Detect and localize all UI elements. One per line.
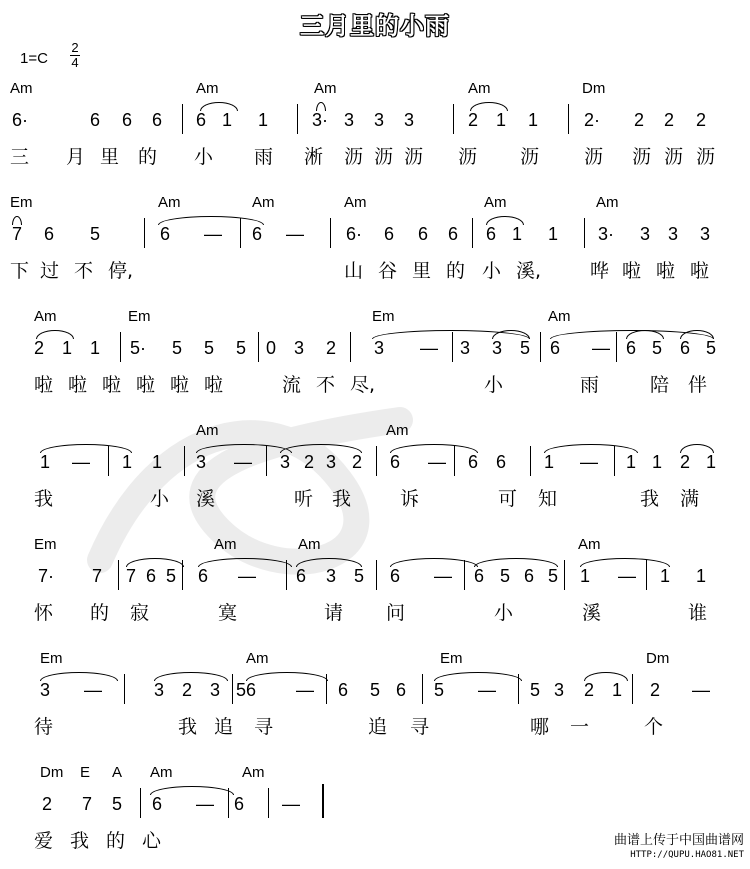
note: 6: [390, 566, 401, 586]
note: —: [580, 452, 598, 472]
lyric-char: 小: [484, 374, 504, 396]
lyric-char: 知: [538, 488, 558, 510]
note: 3: [554, 680, 565, 700]
chord-symbol: Am: [578, 536, 601, 553]
note: —: [592, 338, 610, 358]
lyric-char: 啦: [68, 374, 88, 396]
lyric-char: 我: [34, 488, 54, 510]
note: 2: [326, 338, 337, 358]
note: 6: [448, 224, 459, 244]
footer: [614, 833, 744, 863]
note: 5: [236, 680, 247, 700]
slur-arc: [158, 216, 264, 225]
note: 7: [126, 566, 137, 586]
lyric-char: 沥: [344, 146, 364, 168]
chord-symbol: Dm: [646, 650, 670, 667]
chord-symbol: Am: [344, 194, 367, 211]
lyric-char: 不: [74, 260, 94, 282]
note: 6: [296, 566, 307, 586]
note: 5: [166, 566, 177, 586]
note: 2: [634, 110, 645, 130]
note: 1: [652, 452, 663, 472]
barline: [118, 560, 119, 590]
note: 6: [680, 338, 691, 358]
note: 6: [234, 794, 245, 814]
slur-arc: [296, 558, 362, 567]
note: 6: [252, 224, 263, 244]
lyric-char: 沥: [664, 146, 684, 168]
note: 6: [396, 680, 407, 700]
note: —: [692, 680, 710, 700]
time-signature-top: 2: [71, 40, 79, 55]
note: —: [286, 224, 304, 244]
note: 6: [384, 224, 395, 244]
note: 5: [652, 338, 663, 358]
lyric-char: 伴: [688, 374, 708, 396]
note: 2: [650, 680, 661, 700]
barline: [140, 788, 141, 818]
note: 2: [584, 680, 595, 700]
lyric-char: 诉: [400, 488, 420, 510]
note: 7: [92, 566, 103, 586]
note: 3: [210, 680, 221, 700]
lyric-char: 沥: [632, 146, 652, 168]
lyric-char: 淅: [304, 146, 324, 168]
note: —: [296, 680, 314, 700]
note: 3: [40, 680, 51, 700]
note: 5: [112, 794, 123, 814]
barline: [297, 104, 298, 134]
chord-symbol: Am: [548, 308, 571, 325]
lyric-char: 的: [138, 146, 158, 168]
slur-arc: [474, 558, 558, 567]
lyric-char: 怀: [34, 602, 54, 624]
chord-symbol: Em: [40, 650, 63, 667]
note: 6: [246, 680, 257, 700]
slur-arc: [40, 672, 118, 681]
barline: [376, 446, 377, 476]
slur-arc: [492, 330, 530, 339]
lyric-char: 陪: [650, 374, 670, 396]
chord-symbol: Am: [214, 536, 237, 553]
lyric-char: 沥: [374, 146, 394, 168]
slur-arc: [544, 444, 638, 453]
note: 5: [90, 224, 101, 244]
slur-arc: [434, 672, 522, 681]
slur-arc: [390, 444, 478, 453]
note: —: [238, 566, 256, 586]
lyric-char: 爱: [34, 830, 54, 852]
lyric-char: 我: [178, 716, 198, 738]
note: 6: [196, 110, 207, 130]
note: 5: [706, 338, 717, 358]
note: 3·: [312, 110, 329, 130]
lyric-char: 里: [100, 146, 120, 168]
lyric-char: 啦: [690, 260, 710, 282]
lyric-char: 下: [10, 260, 30, 282]
barline: [124, 674, 125, 704]
slur-arc: [246, 672, 328, 681]
note: —: [84, 680, 102, 700]
barline: [120, 332, 121, 362]
slur-arc: [680, 330, 714, 339]
lyric-char: 不: [316, 374, 336, 396]
note: 2: [680, 452, 691, 472]
lyric-char: 尽,: [350, 374, 376, 396]
note: 5: [530, 680, 541, 700]
note: 3: [404, 110, 415, 130]
slur-arc: [198, 558, 292, 567]
lyric-char: 寻: [410, 716, 430, 738]
footer-site-name: 曲谱上传于中国曲谱网: [613, 833, 744, 848]
lyric-char: 我: [332, 488, 352, 510]
lyric-char: 啦: [170, 374, 190, 396]
note: 5: [204, 338, 215, 358]
barline: [568, 104, 569, 134]
note: 6: [122, 110, 133, 130]
note: —: [204, 224, 222, 244]
note: 6·: [346, 224, 363, 244]
note: 1: [626, 452, 637, 472]
note: 5: [434, 680, 445, 700]
barline: [540, 332, 541, 362]
lyric-char: 小: [482, 260, 502, 282]
lyric-char: 停,: [108, 260, 134, 282]
lyric-char: 谁: [688, 602, 708, 624]
note: 2: [664, 110, 675, 130]
note: —: [434, 566, 452, 586]
chord-symbol: Am: [10, 80, 33, 97]
note: 1: [660, 566, 671, 586]
note: 3: [294, 338, 305, 358]
barline: [184, 446, 185, 476]
chord-symbol: Am: [242, 764, 265, 781]
lyric-char: 沥: [404, 146, 424, 168]
note: 3: [640, 224, 651, 244]
barline: [144, 218, 145, 248]
lyric-char: 小: [494, 602, 514, 624]
note: 7·: [38, 566, 55, 586]
chord-symbol: Am: [34, 308, 57, 325]
lyric-char: 哪: [530, 716, 550, 738]
lyric-char: 可: [498, 488, 518, 510]
lyric-char: 我: [640, 488, 660, 510]
note: 6·: [12, 110, 29, 130]
chord-symbol: Am: [596, 194, 619, 211]
lyric-char: 寻: [254, 716, 274, 738]
chord-symbol: Dm: [40, 764, 64, 781]
barline: [530, 446, 531, 476]
chord-symbol: Em: [440, 650, 463, 667]
note: 1: [222, 110, 233, 130]
lyric-char: 啦: [204, 374, 224, 396]
lyric-char: 月: [66, 146, 86, 168]
note: 3·: [598, 224, 615, 244]
lyric-char: 三: [10, 146, 30, 168]
lyric-char: 啦: [136, 374, 156, 396]
lyric-char: 听: [294, 488, 314, 510]
chord-symbol: Am: [298, 536, 321, 553]
note: 6: [338, 680, 349, 700]
note: 7: [12, 224, 23, 244]
slur-arc: [584, 672, 628, 681]
note: 1: [706, 452, 717, 472]
chord-symbol: Am: [468, 80, 491, 97]
slur-arc: [200, 102, 238, 111]
note: 2: [42, 794, 53, 814]
lyric-char: 我: [70, 830, 90, 852]
barline: [376, 560, 377, 590]
note: —: [234, 452, 252, 472]
final-barline: [322, 784, 324, 818]
note: 5: [236, 338, 247, 358]
note: 1: [90, 338, 101, 358]
lyric-char: 沥: [458, 146, 478, 168]
note: 1: [580, 566, 591, 586]
chord-symbol: Am: [150, 764, 173, 781]
note: 6: [474, 566, 485, 586]
note: —: [478, 680, 496, 700]
lyric-char: 的: [90, 602, 110, 624]
chord-symbol: Em: [10, 194, 33, 211]
note: 6: [468, 452, 479, 472]
note: 6: [524, 566, 535, 586]
note: 6: [496, 452, 507, 472]
time-signature: [70, 42, 80, 69]
time-signature-bottom: 4: [71, 55, 79, 70]
note: 5: [500, 566, 511, 586]
note: 2: [352, 452, 363, 472]
lyric-char: 的: [106, 830, 126, 852]
note: 1: [696, 566, 707, 586]
note: 3: [700, 224, 711, 244]
song-title: 三月里的小雨: [300, 12, 450, 40]
note: 6: [198, 566, 209, 586]
note: 5: [172, 338, 183, 358]
note: 2: [34, 338, 45, 358]
footer-url: HTTP://QUPU.HAO81.NET: [630, 850, 744, 860]
chord-symbol: E: [80, 764, 91, 781]
barline: [232, 674, 233, 704]
lyric-char: 个: [644, 716, 664, 738]
barline: [268, 788, 269, 818]
lyric-char: 小: [194, 146, 214, 168]
barline: [564, 560, 565, 590]
note: 3: [326, 566, 337, 586]
note: 3: [460, 338, 471, 358]
lyric-char: 寂: [130, 602, 150, 624]
chord-symbol: Am: [246, 650, 269, 667]
note: 3: [492, 338, 503, 358]
note: 5·: [130, 338, 147, 358]
chord-symbol: Am: [196, 80, 219, 97]
lyric-char: 啦: [622, 260, 642, 282]
barline: [472, 218, 473, 248]
barline: [584, 218, 585, 248]
note: —: [618, 566, 636, 586]
note: 1: [528, 110, 539, 130]
lyric-char: 待: [34, 716, 54, 738]
note: 0: [266, 338, 277, 358]
barline: [422, 674, 423, 704]
note: 3: [154, 680, 165, 700]
lyric-char: 雨: [254, 146, 274, 168]
lyric-char: 谷: [378, 260, 398, 282]
chord-symbol: Em: [372, 308, 395, 325]
note: 6: [44, 224, 55, 244]
note: 3: [280, 452, 291, 472]
chord-symbol: Em: [128, 308, 151, 325]
note: 2: [468, 110, 479, 130]
lyric-char: 沥: [696, 146, 716, 168]
note: 5: [370, 680, 381, 700]
note: 3: [668, 224, 679, 244]
note: 1: [122, 452, 133, 472]
note: 6: [160, 224, 171, 244]
note: —: [282, 794, 300, 814]
slur-arc: [316, 102, 326, 111]
lyric-char: 里: [412, 260, 432, 282]
slur-arc: [36, 330, 74, 339]
lyric-char: 的: [446, 260, 466, 282]
chord-symbol: Am: [158, 194, 181, 211]
lyric-char: 溪: [196, 488, 216, 510]
note: 6: [390, 452, 401, 472]
note: 1: [548, 224, 559, 244]
slur-arc: [486, 216, 524, 225]
chord-symbol: Em: [34, 536, 57, 553]
note: 1: [62, 338, 73, 358]
lyric-char: 追: [368, 716, 388, 738]
note: 1: [152, 452, 163, 472]
barline: [258, 332, 259, 362]
note: 5: [520, 338, 531, 358]
chord-symbol: Am: [314, 80, 337, 97]
barline: [182, 104, 183, 134]
lyric-char: 沥: [584, 146, 604, 168]
note: 2·: [584, 110, 601, 130]
lyric-char: 啦: [656, 260, 676, 282]
barline: [453, 104, 454, 134]
lyric-char: 雨: [580, 374, 600, 396]
chord-symbol: Am: [252, 194, 275, 211]
slur-arc: [154, 672, 228, 681]
lyric-char: 问: [386, 602, 406, 624]
barline: [632, 674, 633, 704]
chord-symbol: A: [112, 764, 123, 781]
note: 1: [544, 452, 555, 472]
lyric-char: 小: [150, 488, 170, 510]
lyric-char: 满: [680, 488, 700, 510]
lyric-char: 溪: [582, 602, 602, 624]
slur-arc: [126, 558, 184, 567]
lyric-char: 心: [142, 830, 162, 852]
key-signature: 1=C: [20, 50, 48, 67]
lyric-char: 追: [214, 716, 234, 738]
slur-arc: [470, 102, 508, 111]
lyric-char: 一: [570, 716, 590, 738]
chord-symbol: Am: [386, 422, 409, 439]
note: —: [428, 452, 446, 472]
barline: [350, 332, 351, 362]
chord-symbol: Am: [484, 194, 507, 211]
note: —: [420, 338, 438, 358]
note: 3: [374, 110, 385, 130]
note: 2: [304, 452, 315, 472]
lyric-char: 沥: [520, 146, 540, 168]
note: 1: [496, 110, 507, 130]
note: 6: [626, 338, 637, 358]
note: 1: [258, 110, 269, 130]
lyric-char: 啦: [34, 374, 54, 396]
slur-arc: [580, 558, 670, 567]
barline: [330, 218, 331, 248]
note: 1: [40, 452, 51, 472]
note: 2: [696, 110, 707, 130]
note: 3: [374, 338, 385, 358]
note: 6: [418, 224, 429, 244]
note: 3: [344, 110, 355, 130]
lyric-char: 寞: [218, 602, 238, 624]
note: 1: [612, 680, 623, 700]
lyric-char: 流: [282, 374, 302, 396]
note: —: [72, 452, 90, 472]
lyric-char: 请: [324, 602, 344, 624]
slur-arc: [196, 444, 292, 453]
slur-arc: [12, 216, 22, 225]
note: 3: [196, 452, 207, 472]
slur-arc: [150, 786, 234, 795]
lyric-char: 山: [344, 260, 364, 282]
lyric-char: 哗: [590, 260, 610, 282]
note: 1: [512, 224, 523, 244]
note: —: [196, 794, 214, 814]
note: 6: [152, 110, 163, 130]
lyric-char: 过: [40, 260, 60, 282]
note: 3: [326, 452, 337, 472]
slur-arc: [280, 444, 362, 453]
note: 5: [548, 566, 559, 586]
lyric-char: 溪,: [516, 260, 542, 282]
note: 6: [90, 110, 101, 130]
note: 7: [82, 794, 93, 814]
lyric-char: 啦: [102, 374, 122, 396]
note: 5: [354, 566, 365, 586]
note: 2: [182, 680, 193, 700]
note: 6: [550, 338, 561, 358]
slur-arc: [40, 444, 132, 453]
slur-arc: [680, 444, 714, 453]
note: 6: [486, 224, 497, 244]
note: 6: [146, 566, 157, 586]
note: 6: [152, 794, 163, 814]
chord-symbol: Dm: [582, 80, 606, 97]
chord-symbol: Am: [196, 422, 219, 439]
